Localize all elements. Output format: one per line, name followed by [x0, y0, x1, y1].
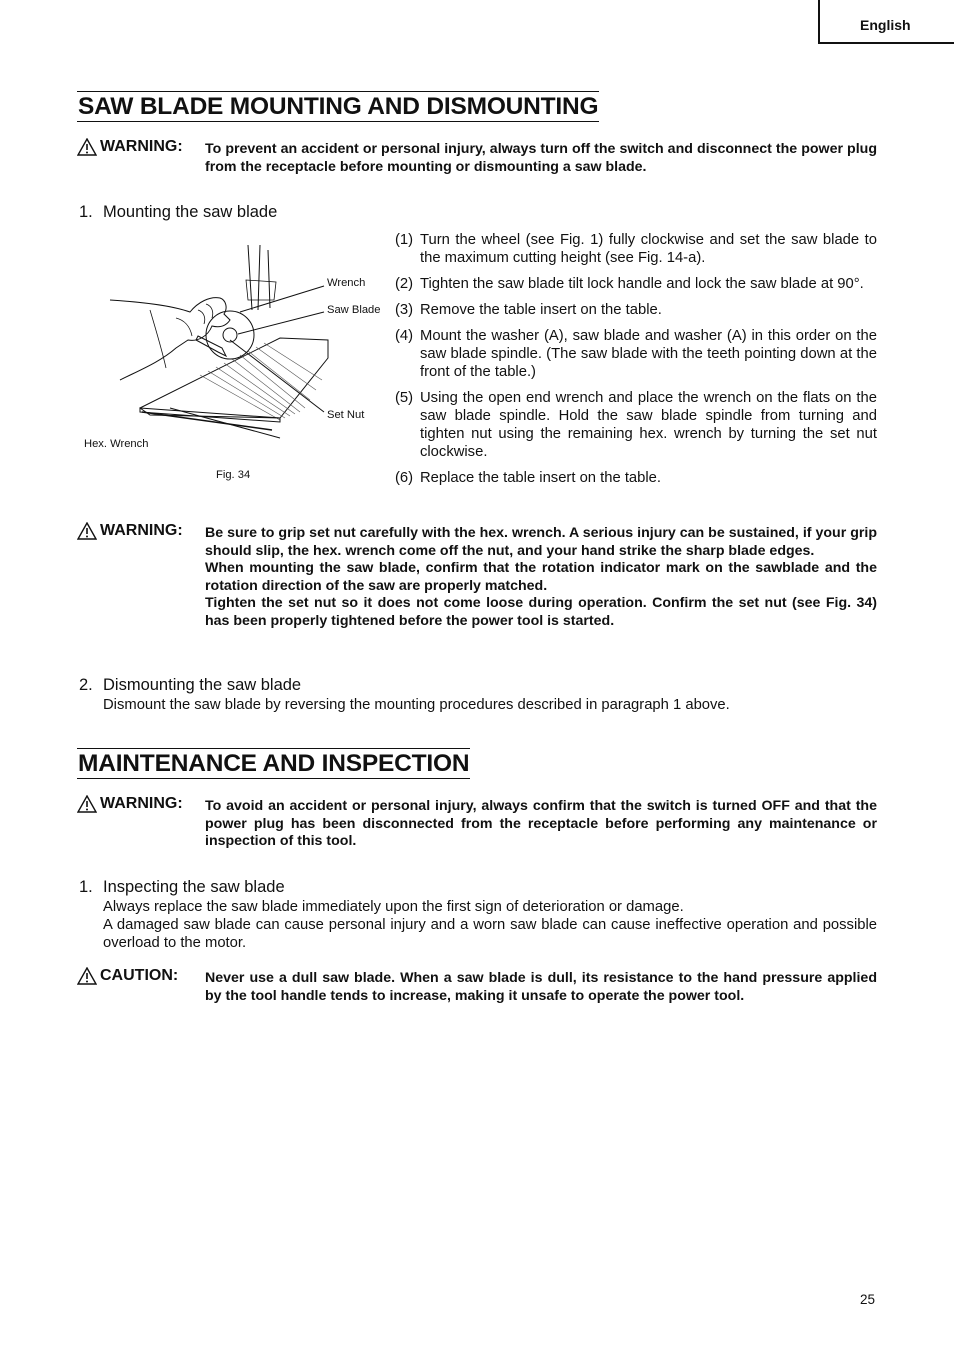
dismounting-text: Dismount the saw blade by reversing the mounting procedures described in paragraph 1 above.: [103, 697, 730, 713]
caution-block: [77, 967, 877, 1005]
list-item: (1) Turn the wheel (see Fig. 1) fully clockwise and set the saw blade to the maximum cutting height (see Fig. 14-a).: [395, 232, 877, 266]
mounting-steps-list: [395, 232, 877, 496]
warning-block-2: [77, 522, 877, 631]
warning-label: WARNING:: [77, 522, 183, 540]
warning-label: WARNING:: [77, 795, 183, 813]
warning-paragraph: Tighten the set nut so it does not come loose during operation. Confirm the set nut (see Fig. 34) has been properly tightened before the power tool is started.: [205, 595, 877, 629]
subheading-dismounting: 2. Dismounting the saw blade: [79, 676, 302, 694]
section-title-saw-blade-mounting: SAW BLADE MOUNTING AND DISMOUNTING: [78, 93, 599, 120]
subheading-inspecting: 1. Inspecting the saw blade: [79, 878, 285, 896]
list-item: (4) Mount the washer (A), saw blade and washer (A) in this order on the saw blade spindle. (The saw blade with the teeth pointing down at the front of the table.): [395, 328, 877, 380]
caution-label: CAUTION:: [77, 967, 178, 985]
figure-caption: Fig. 34: [216, 469, 251, 481]
language-tab: [818, 0, 954, 44]
list-item: (2) Tighten the saw blade tilt lock handle and lock the saw blade at 90°.: [395, 275, 864, 292]
label-set-nut: Set Nut: [327, 409, 365, 421]
caution-text: Never use a dull saw blade. When a saw blade is dull, its resistance to the hand pressure applied by the tool handle tends to increase, making it unsafe to operate the power tool.: [205, 970, 877, 1004]
warning-block-3: [77, 795, 877, 851]
section-title-maintenance: MAINTENANCE AND INSPECTION: [78, 750, 470, 777]
list-item: (6) Replace the table insert on the table.: [395, 469, 662, 486]
label-hex-wrench: Hex. Wrench: [84, 438, 149, 450]
warning-triangle-icon: [77, 522, 97, 540]
figure-34: [80, 240, 390, 490]
subheading-mounting: 1. Mounting the saw blade: [79, 203, 278, 221]
page-number: 25: [860, 1292, 876, 1307]
warning-triangle-icon: [77, 795, 97, 813]
list-item: (5) Using the open end wrench and place the wrench on the flats on the saw blade spindle. Hold the saw blade spindle from turning and tighten nut using the remaining hex. wrench by turning the set nut clockwise.: [395, 390, 877, 460]
warning-paragraph: Be sure to grip set nut carefully with the hex. wrench. A serious injury can be sustained, if your grip should slip, the hex. wrench come off the nut, and your hand strike the sharp blade edges.: [205, 525, 877, 559]
warning-paragraph: When mounting the saw blade, confirm that the rotation indicator mark on the sawblade and the rotation direction of the saw are properly matched.: [205, 560, 877, 594]
warning-block-1: [77, 138, 877, 176]
warning-triangle-icon: [77, 967, 97, 985]
warning-label: WARNING:: [77, 138, 183, 156]
list-item: (3) Remove the table insert on the table.: [395, 302, 662, 319]
inspecting-text: Always replace the saw blade immediately upon the first sign of deterioration or damage. A damaged saw blade can cause personal injury and a worn saw blade can cause ineffective operation and possible overload to the motor.: [103, 899, 877, 952]
language-label: English: [860, 17, 911, 33]
warning-text: To avoid an accident or personal injury, always confirm that the switch is turned OFF and that the power plug has been disconnected from the receptacle before performing any maintenance or inspection of this tool.: [205, 798, 877, 850]
label-wrench: Wrench: [327, 277, 366, 289]
warning-text: To prevent an accident or personal injury, always turn off the switch and disconnect the power plug from the receptacle before mounting or dismounting a saw blade.: [205, 141, 877, 175]
label-saw-blade: Saw Blade: [327, 304, 381, 316]
warning-triangle-icon: [77, 138, 97, 156]
